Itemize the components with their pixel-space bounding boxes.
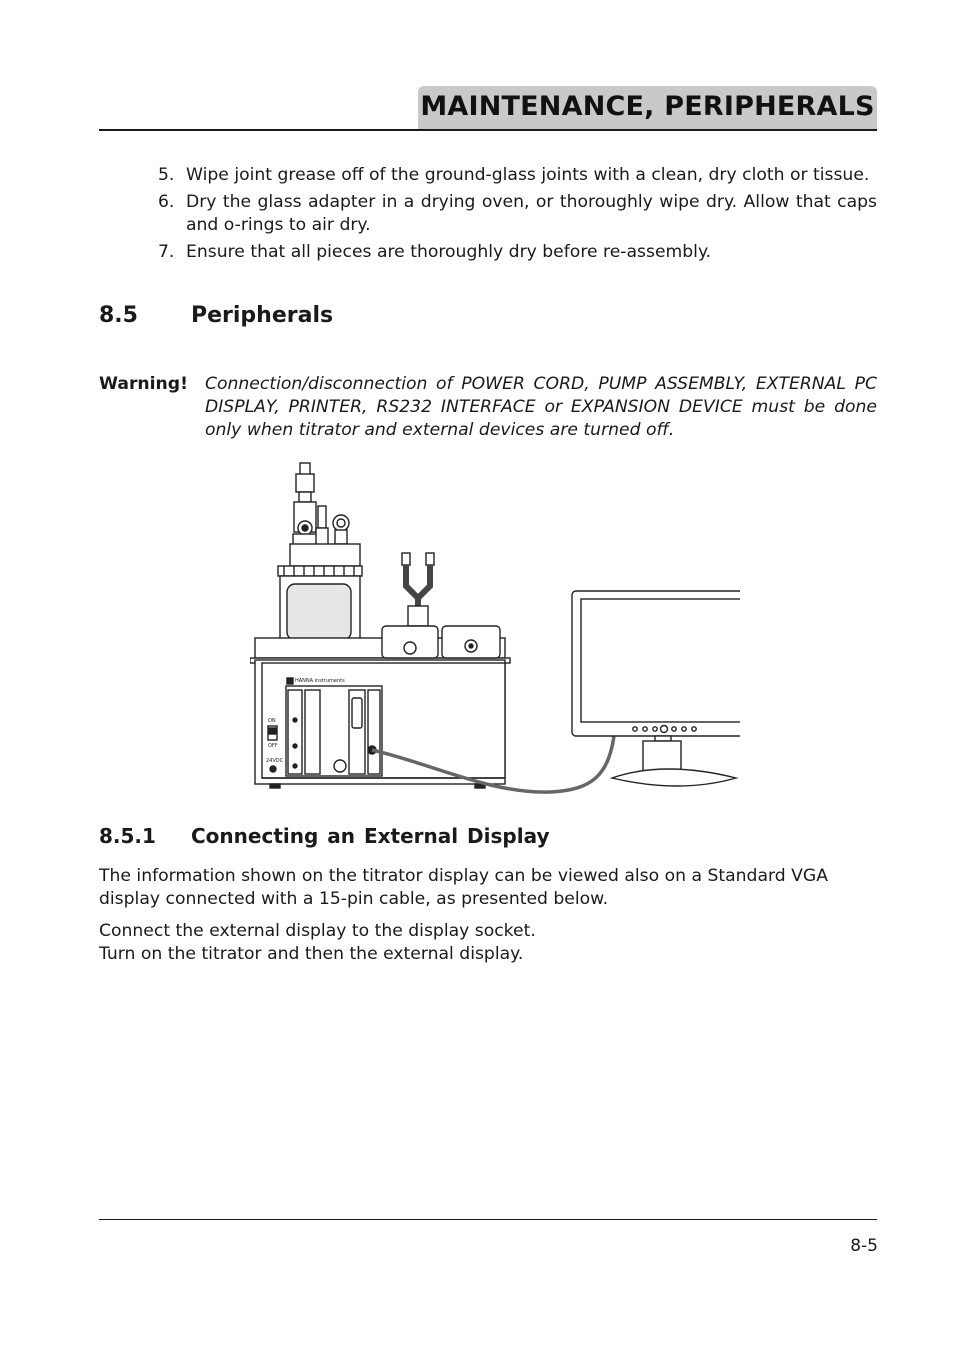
subsection-number: 8.5.1 [99,824,156,848]
step-number: 7. [158,242,175,262]
switch-on-label: ON [268,718,276,724]
instruction-line: Connect the external display to the display socket. [99,921,536,941]
instruction-line: Turn on the titrator and then the external display. [99,944,524,964]
section-number: 8.5 [99,303,138,328]
subsection-title: Connecting an External Display [191,824,550,848]
titrator-body-icon [255,660,505,788]
warning-label: Warning! [99,374,188,394]
cleaning-steps-list [150,164,877,268]
subsection-heading [99,824,550,848]
step-number: 5. [158,165,175,185]
list-item [150,164,877,187]
external-monitor-icon [572,591,740,786]
header-rule [99,129,877,131]
titrator-display-connection-illustration [250,458,740,798]
vga-info-paragraph: The information shown on the titrator display can be viewed also on a Standard VGA display connected with a 15-pin cable, as presented below. [99,866,828,909]
list-item [150,191,877,237]
footer-rule [99,1219,877,1220]
brand-logo-text: HANNA instruments [295,678,345,684]
page-number: 8-5 [850,1236,878,1256]
list-item [150,241,877,264]
step-number: 6. [158,192,175,212]
chapter-title: MAINTENANCE, PERIPHERALS [418,86,877,130]
warning-block [99,373,877,442]
step-text: Wipe joint grease off of the ground-glass joints with a clean, dry cloth or tissue. [186,165,870,185]
power-label: 24VDC [266,758,284,764]
step-text: Dry the glass adapter in a drying oven, or thoroughly wipe dry. Allow that caps and o-rings to air dry. [186,192,877,235]
warning-text: Connection/disconnection of POWER CORD, PUMP ASSEMBLY, EXTERNAL PC DISPLAY, PRINTER, RS232 INTERFACE or EXPANSION DEVICE must be done only when titrator and external devices are turned off. [205,374,877,440]
section-heading [99,303,333,328]
step-text: Ensure that all pieces are thoroughly dry before re-assembly. [186,242,712,262]
connect-instructions-paragraph [99,920,877,966]
titration-vessel-icon [278,463,362,642]
switch-off-label: OFF [268,743,278,749]
section-title: Peripherals [191,303,334,328]
